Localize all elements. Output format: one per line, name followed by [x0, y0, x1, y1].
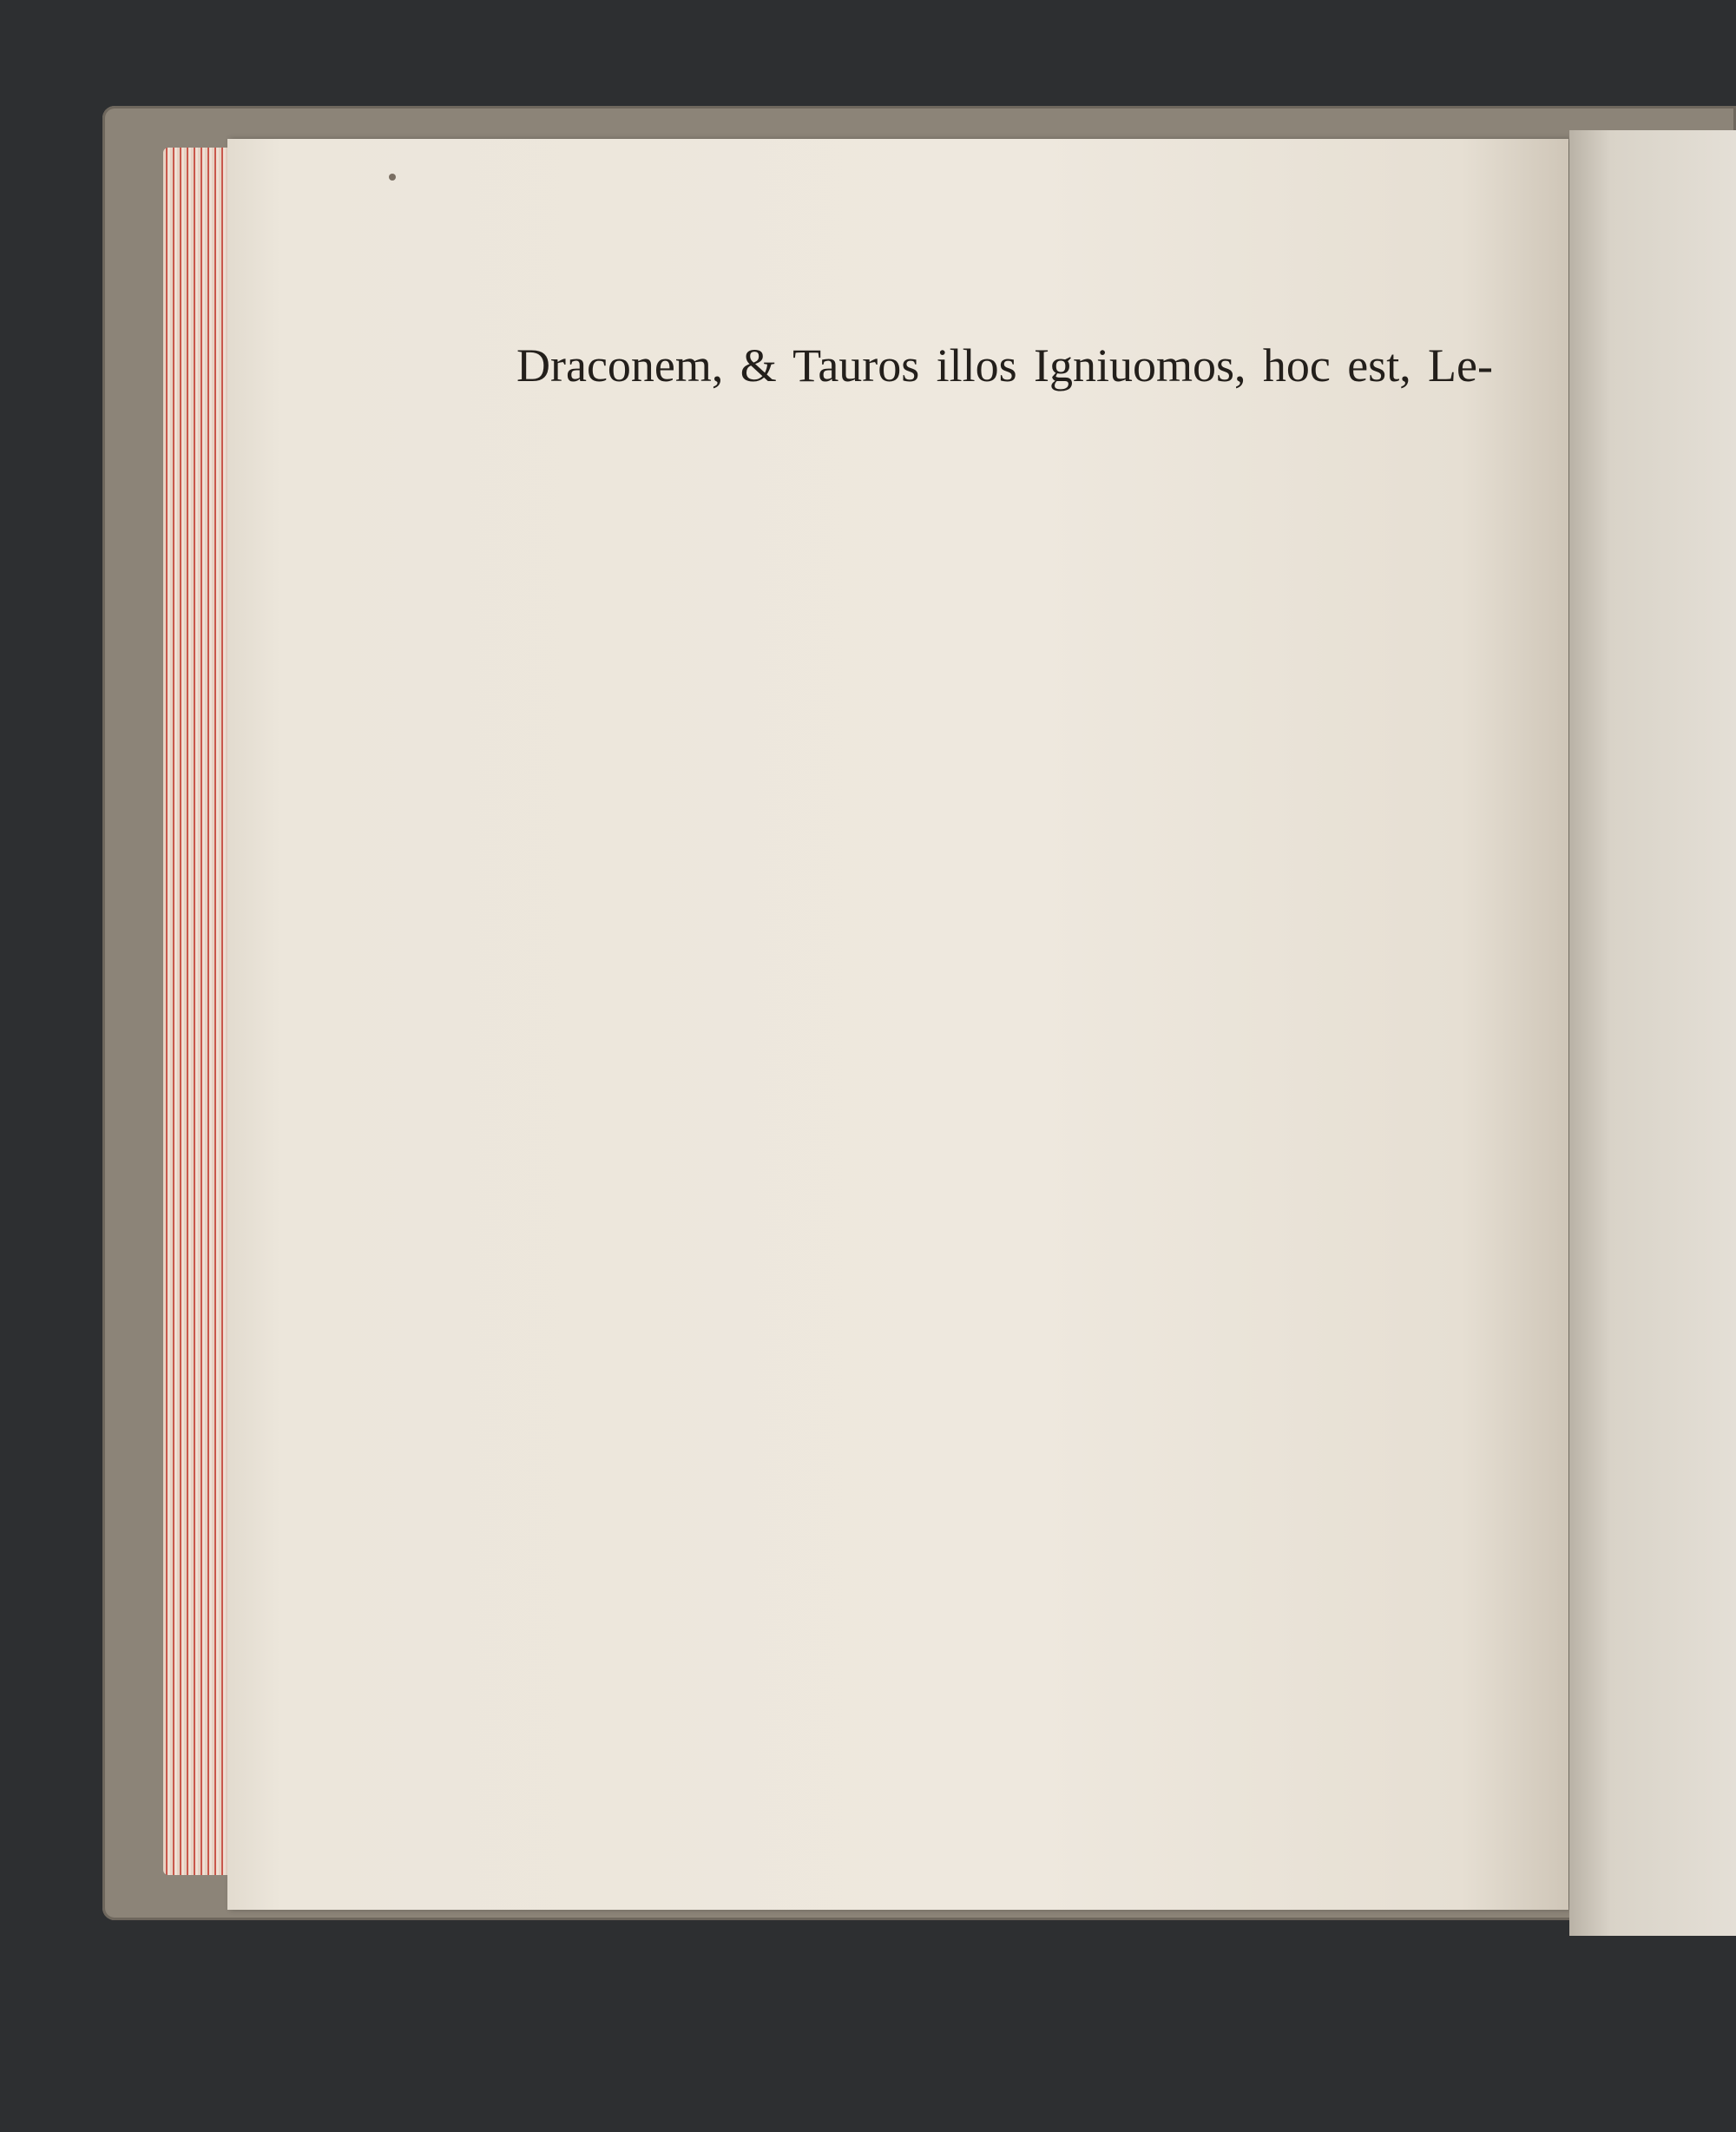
main-text-block	[516, 337, 1493, 396]
ink-speck	[389, 174, 396, 181]
book-page-right	[1569, 130, 1736, 1936]
text-line: Draconem, & Tauros illos Igniuomos, hoc est, Le-	[516, 339, 1493, 392]
book-page-left	[227, 139, 1568, 1910]
